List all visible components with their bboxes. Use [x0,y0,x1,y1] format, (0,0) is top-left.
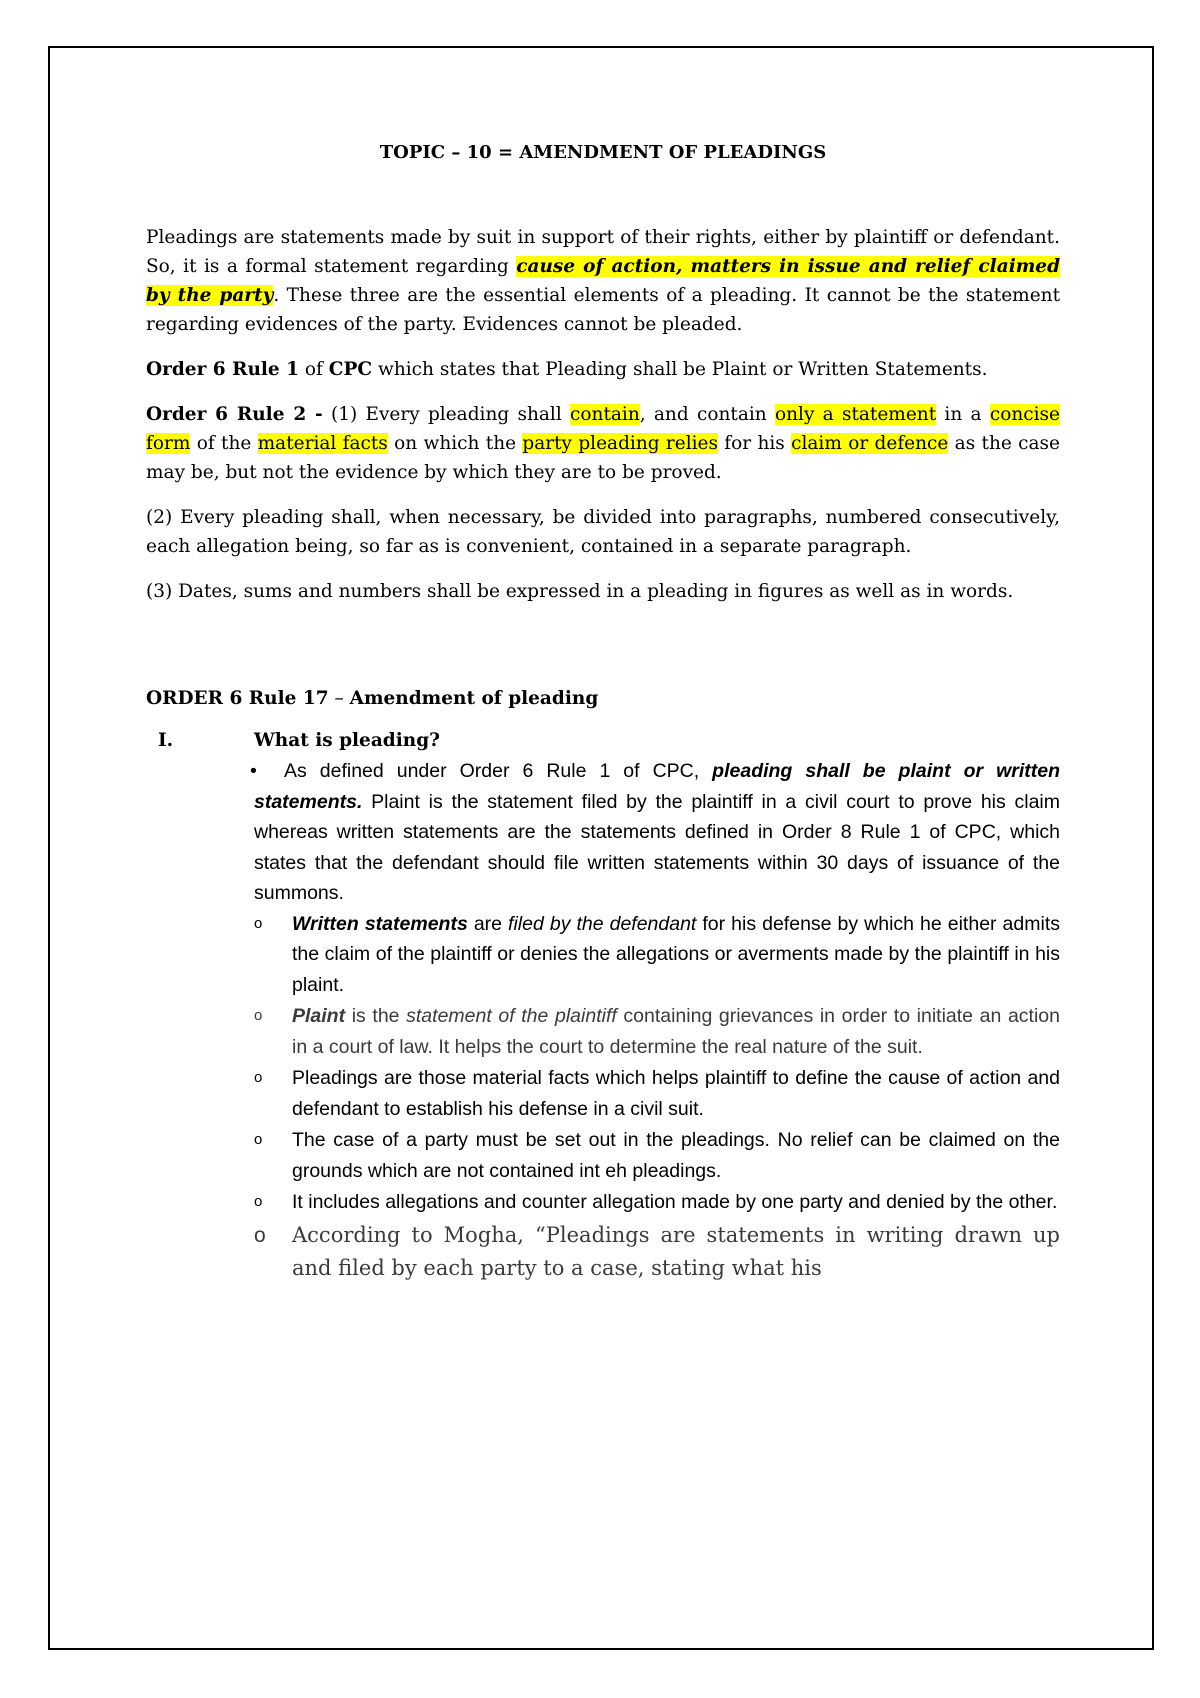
sub5-text: It includes allegations and counter allegation made by one party and denied by the other. [292,1191,1058,1213]
rule2-text-5: on which the [387,433,523,454]
sub1-emphasis: Written statements [292,912,468,935]
order6-rule2-paragraph [146,400,1060,487]
rule2-label: Order 6 Rule 2 - [146,404,323,425]
circle-bullet-icon: o [254,1069,263,1086]
rule2-highlight-5: party pleading relies [522,433,718,454]
page-title: TOPIC – 10 = AMENDMENT OF PLEADINGS [379,142,827,163]
bullet-text-1: As defined under Order 6 Rule 1 of CPC, [284,760,713,782]
rule2-highlight-4: material facts [257,433,388,454]
rule2-clause-3: (3) Dates, sums and numbers shall be expressed in a pleading in figures as well as in words. [146,581,1014,602]
list-item [146,1187,1060,1218]
spacer [146,622,1060,684]
rule1-label: Order 6 Rule 1 [146,359,300,380]
rule2-text-1: (1) Every pleading shall [322,404,571,425]
bullet-item [146,756,1060,909]
intro-highlight: cause of action, matters in issue and relief claimed by the party [146,256,1061,306]
bullet-text-2: Plaint is the statement filed by the plaintiff in a civil court to prove his claim whereas written statements are the statements defined in Order 8 Rule 1 of CPC, which states that the defendant should file written statements within 30 days of issuance of the summons. [254,790,1060,904]
section-heading [146,684,1060,714]
rule1-cpc: CPC [328,359,373,380]
circle-bullet-icon: o [254,914,263,932]
circle-bullet-icon: o [254,1223,266,1247]
section-heading-order: ORDER 6 Rule 17 [146,688,329,709]
intro-text-2: . These three are the essential elements of a pleading. It cannot be the statement regarding evidences of the party. Evidences cannot be pleaded. [146,285,1060,335]
sub1-text-1: are [467,912,509,935]
rule1-text-1: of [299,359,329,380]
sub-list [146,756,1060,1285]
circle-bullet-icon: o [254,1007,263,1024]
sub2-text-1: is the [345,1005,407,1027]
intro-text-1: Pleadings are statements made by suit in support of their rights, either by plaintiff or defendant. So, it is a formal statement regarding [146,227,1060,277]
rule2-text-4: of the [190,433,258,454]
sub2-text-2: containing grievances in order to initiate an action in a court of law. It helps the court to determine the real nature of the suit. [292,1005,1060,1058]
section-heading-dash: – [328,688,350,709]
list-item [146,1219,1060,1285]
circle-bullet-icon: o [254,1131,263,1148]
rule2-highlight-6: claim or defence [791,433,949,454]
list-item [146,1001,1060,1062]
section-heading-title: Amendment of pleading [349,688,599,709]
document-content [146,142,1060,1286]
sub1-italic: filed by the defendant [508,912,697,935]
rule2-clause-2: (2) Every pleading shall, when necessary, be divided into paragraphs, numbered consecutively, each allegation being, so far as is convenient, contained in a separate paragraph. [146,507,1060,557]
bullet-icon: • [250,760,257,782]
rule2-text-6: for his [717,433,792,454]
list-item [146,909,1060,1001]
rule2-text-2: , and contain [639,404,775,425]
sub1-text-2: for his defense by which he either admits the claim of the plaintiff or denies the allegations or averments made by the plaintiff in his plaint. [292,912,1060,996]
rule2-highlight-2: only a statement [774,404,937,425]
sub4-text: The case of a party must be set out in the pleadings. No relief can be claimed on the grounds which are not contained int eh pleadings. [292,1129,1060,1182]
intro-paragraph [146,223,1060,339]
sub6-text: According to Mogha, “Pleadings are statements in writing drawn up and filed by each party to a case, stating what his [292,1222,1060,1280]
sub2-emphasis: Plaint [292,1005,346,1027]
bullet-emphasis: pleading shall be plaint or written statements. [254,760,1060,813]
list-heading-text: What is pleading? [254,730,440,751]
rule2-highlight-3: concise form [146,404,1060,454]
list-heading [146,726,1060,756]
roman-numeral: I. [158,730,174,751]
rule2-highlight-1: contain [570,404,640,425]
sub3-text: Pleadings are those material facts which helps plaintiff to define the cause of action and defendant to establish his defense in a civil suit. [292,1067,1060,1120]
rule2-text-7: as the case may be, but not the evidence by which they are to be proved. [146,433,1060,483]
order6-rule1-paragraph [146,355,1060,384]
rule1-text-2: which states that Pleading shall be Plaint or Written Statements. [372,359,988,380]
list-item [146,1125,1060,1186]
sub2-italic: statement of the plaintiff [406,1005,617,1027]
circle-bullet-icon: o [254,1193,263,1210]
list-item [146,1063,1060,1124]
rule2-text-3: in a [936,404,990,425]
